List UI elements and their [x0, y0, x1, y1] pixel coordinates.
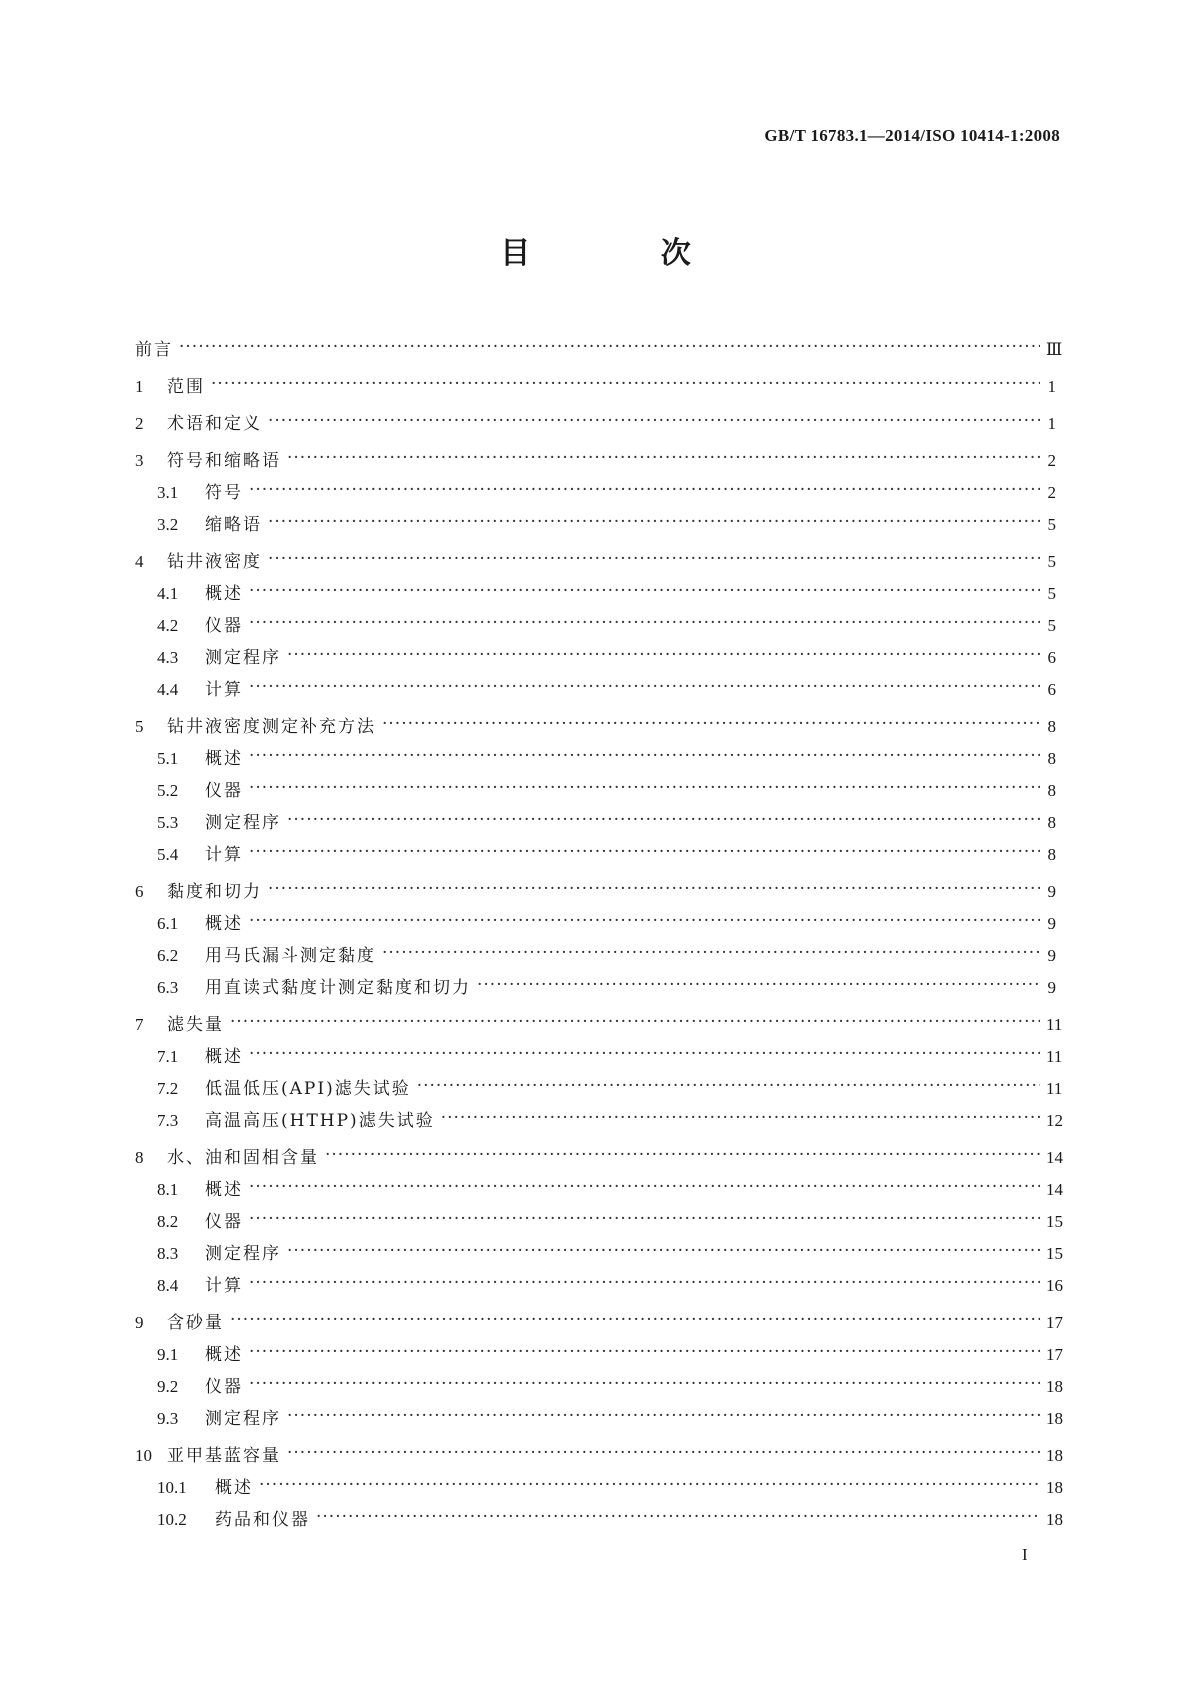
toc-entry-page: 17 — [1046, 1313, 1063, 1332]
toc-entry[interactable] — [135, 1010, 1063, 1042]
toc-entry-title: 测定程序 — [205, 1409, 281, 1429]
toc-entry-title: 概述 — [205, 1047, 243, 1067]
toc-entry-number: 7.2 — [157, 1079, 179, 1098]
toc-entry[interactable] — [135, 372, 1056, 404]
toc-entry-page: 18 — [1046, 1377, 1063, 1396]
toc-entry[interactable] — [135, 776, 1056, 808]
toc-entry-title: 用直读式黏度计测定黏度和切力 — [205, 978, 471, 998]
toc-dot-leader — [287, 1443, 1040, 1463]
toc-entry-number: 6.1 — [157, 914, 179, 933]
toc-entry-title: 术语和定义 — [167, 414, 262, 434]
toc-entry-number: 5.4 — [157, 845, 179, 864]
toc-entry-page: 8 — [1047, 813, 1056, 832]
toc-entry[interactable] — [135, 808, 1056, 840]
toc-entry-number: 6 — [135, 882, 144, 901]
toc-entry-title: 测定程序 — [205, 1244, 281, 1264]
toc-entry-page: 8 — [1047, 717, 1056, 736]
toc-entry-page: 15 — [1046, 1244, 1063, 1263]
toc-entry-title: 前言 — [135, 340, 173, 360]
toc-entry-title: 计算 — [205, 680, 243, 700]
toc-dot-leader — [249, 1209, 1040, 1229]
toc-entry-number: 3 — [135, 451, 144, 470]
toc-entry[interactable] — [135, 1441, 1063, 1473]
toc-dot-leader — [287, 810, 1040, 830]
toc-entry-page: 9 — [1047, 914, 1056, 933]
toc-entry-number: 10 — [135, 1446, 152, 1465]
toc-entry-page: 9 — [1047, 882, 1056, 901]
toc-entry-page: 18 — [1046, 1409, 1063, 1428]
toc-entry-title: 符号 — [205, 483, 243, 503]
toc-entry-number: 9.3 — [157, 1409, 179, 1428]
toc-entry-title: 用马氏漏斗测定黏度 — [205, 946, 376, 966]
toc-entry-title: 仪器 — [205, 1377, 243, 1397]
toc-entry[interactable] — [135, 1404, 1063, 1436]
toc-entry-page: 5 — [1047, 515, 1056, 534]
toc-dot-leader — [325, 1145, 1040, 1165]
toc-entry-number: 4.1 — [157, 584, 179, 603]
toc-entry-page: 2 — [1047, 483, 1056, 502]
toc-entry[interactable] — [135, 1239, 1063, 1271]
toc-entry-title: 含砂量 — [167, 1313, 224, 1333]
toc-entry-number: 10.1 — [157, 1478, 187, 1497]
toc-entry-number: 4.4 — [157, 680, 179, 699]
toc-entry-number: 9.1 — [157, 1345, 179, 1364]
toc-entry-title: 概述 — [205, 1345, 243, 1365]
toc-entry-number: 6.3 — [157, 978, 179, 997]
toc-entry-page: 8 — [1047, 749, 1056, 768]
toc-entry[interactable] — [135, 1207, 1063, 1239]
toc-entry[interactable] — [135, 675, 1056, 707]
toc-entry-number: 9 — [135, 1313, 144, 1332]
toc-dot-leader — [249, 1044, 1040, 1064]
toc-entry[interactable] — [135, 335, 1063, 367]
toc-dot-leader — [249, 581, 1040, 601]
toc-dot-leader — [382, 714, 1040, 734]
toc-entry-number: 4.2 — [157, 616, 179, 635]
toc-dot-leader — [249, 1374, 1040, 1394]
toc-entry-title: 药品和仪器 — [215, 1510, 310, 1530]
toc-entry-number: 5.2 — [157, 781, 179, 800]
toc-entry-number: 10.2 — [157, 1510, 187, 1529]
toc-entry[interactable] — [135, 973, 1056, 1005]
toc-entry-title: 概述 — [205, 1180, 243, 1200]
toc-entry-number: 8.3 — [157, 1244, 179, 1263]
toc-entry-number: 5 — [135, 717, 144, 736]
toc-dot-leader — [477, 975, 1040, 995]
toc-dot-leader — [382, 943, 1040, 963]
toc-dot-leader — [259, 1475, 1040, 1495]
toc-entry-number: 5.3 — [157, 813, 179, 832]
toc-entry[interactable] — [135, 1143, 1063, 1175]
toc-entry-number: 5.1 — [157, 749, 179, 768]
toc-entry[interactable] — [135, 744, 1056, 776]
toc-dot-leader — [249, 746, 1040, 766]
toc-entry-number: 9.2 — [157, 1377, 179, 1396]
toc-entry-page: 18 — [1046, 1478, 1063, 1497]
toc-entry-title: 概述 — [205, 749, 243, 769]
toc-entry[interactable] — [135, 510, 1056, 542]
toc-entry-page: 12 — [1046, 1111, 1063, 1130]
toc-entry-number: 8.1 — [157, 1180, 179, 1199]
toc-dot-leader — [211, 374, 1040, 394]
page-folio: I — [1022, 1545, 1028, 1564]
toc-entry-title: 概述 — [205, 914, 243, 934]
toc-entry-page: 9 — [1047, 946, 1056, 965]
toc-dot-leader — [249, 613, 1040, 633]
toc-entry-page: 6 — [1047, 680, 1056, 699]
toc-entry[interactable] — [135, 1175, 1063, 1207]
toc-entry[interactable] — [135, 1473, 1063, 1505]
toc-entry-page: 5 — [1047, 584, 1056, 603]
toc-entry[interactable] — [135, 712, 1056, 744]
toc-dot-leader — [249, 778, 1040, 798]
toc-entry-page: 11 — [1046, 1047, 1063, 1066]
toc-entry-number: 4.3 — [157, 648, 179, 667]
toc-entry[interactable] — [135, 877, 1056, 909]
table-of-contents — [135, 335, 1063, 1537]
toc-entry-page: 5 — [1047, 616, 1056, 635]
toc-entry-page: 15 — [1046, 1212, 1063, 1231]
toc-dot-leader — [249, 1273, 1040, 1293]
toc-dot-leader — [316, 1507, 1040, 1527]
toc-entry-page: 1 — [1047, 414, 1056, 433]
toc-entry-page: 18 — [1046, 1510, 1063, 1529]
toc-entry-title: 测定程序 — [205, 648, 281, 668]
toc-entry-number: 8.4 — [157, 1276, 179, 1295]
toc-dot-leader — [249, 1177, 1040, 1197]
toc-entry-title: 符号和缩略语 — [167, 451, 281, 471]
toc-entry[interactable] — [135, 1308, 1063, 1340]
toc-entry-page: 17 — [1046, 1345, 1063, 1364]
toc-entry-number: 6.2 — [157, 946, 179, 965]
toc-entry-title: 亚甲基蓝容量 — [167, 1446, 281, 1466]
toc-dot-leader — [287, 448, 1040, 468]
document-number-header: GB/T 16783.1—2014/ISO 10414-1:2008 — [764, 126, 1060, 145]
toc-entry-title: 仪器 — [205, 781, 243, 801]
toc-entry[interactable] — [135, 1372, 1063, 1404]
toc-entry-title: 缩略语 — [205, 515, 262, 535]
toc-entry-number: 7.3 — [157, 1111, 179, 1130]
toc-entry-title: 钻井液密度 — [167, 552, 262, 572]
toc-entry-page: 16 — [1046, 1276, 1063, 1295]
toc-entry[interactable] — [135, 579, 1056, 611]
toc-entry-title: 高温高压(HTHP)滤失试验 — [205, 1111, 435, 1131]
toc-entry-title: 测定程序 — [205, 813, 281, 833]
toc-entry[interactable] — [135, 409, 1056, 441]
toc-dot-leader — [249, 677, 1040, 697]
toc-entry-title: 概述 — [215, 1478, 253, 1498]
toc-entry[interactable] — [135, 1340, 1063, 1372]
toc-entry-number: 2 — [135, 414, 144, 433]
toc-entry-title: 概述 — [205, 584, 243, 604]
toc-entry-number: 7 — [135, 1015, 144, 1034]
toc-entry-number: 4 — [135, 552, 144, 571]
toc-entry[interactable] — [135, 1042, 1063, 1074]
toc-entry[interactable] — [135, 446, 1056, 478]
toc-entry-title: 仪器 — [205, 616, 243, 636]
toc-entry-number: 3.2 — [157, 515, 179, 534]
toc-entry-number: 8.2 — [157, 1212, 179, 1231]
toc-dot-leader — [287, 1406, 1040, 1426]
page-title: 目 次 — [500, 236, 751, 271]
toc-entry-page: 2 — [1047, 451, 1056, 470]
toc-entry-title: 黏度和切力 — [167, 882, 262, 902]
toc-dot-leader — [441, 1108, 1040, 1128]
toc-entry[interactable] — [135, 611, 1056, 643]
toc-entry-title: 滤失量 — [167, 1015, 224, 1035]
toc-entry-title: 计算 — [205, 845, 243, 865]
toc-entry[interactable] — [135, 478, 1056, 510]
toc-entry-page: 5 — [1047, 552, 1056, 571]
toc-dot-leader — [287, 1241, 1040, 1261]
toc-entry-title: 水、油和固相含量 — [167, 1148, 319, 1168]
toc-entry-number: 8 — [135, 1148, 144, 1167]
toc-entry[interactable] — [135, 1271, 1063, 1303]
toc-entry-page: 18 — [1046, 1446, 1063, 1465]
toc-dot-leader — [417, 1076, 1040, 1096]
toc-entry[interactable] — [135, 1106, 1063, 1138]
toc-entry-title: 钻井液密度测定补充方法 — [167, 717, 376, 737]
toc-entry-page: 11 — [1046, 1079, 1063, 1098]
toc-entry[interactable] — [135, 547, 1056, 579]
toc-entry-number: 1 — [135, 377, 144, 396]
toc-dot-leader — [249, 911, 1040, 931]
toc-dot-leader — [268, 879, 1040, 899]
toc-dot-leader — [249, 1342, 1040, 1362]
toc-entry-page: 8 — [1047, 781, 1056, 800]
toc-entry-number: 3.1 — [157, 483, 179, 502]
toc-entry-title: 范围 — [167, 377, 205, 397]
toc-entry-page: 6 — [1047, 648, 1056, 667]
toc-entry[interactable] — [135, 909, 1056, 941]
toc-dot-leader — [287, 645, 1040, 665]
toc-dot-leader — [179, 337, 1040, 357]
toc-entry-page: 14 — [1046, 1148, 1063, 1167]
toc-entry-page: 9 — [1047, 978, 1056, 997]
toc-dot-leader — [268, 411, 1040, 431]
toc-entry[interactable] — [135, 1505, 1063, 1537]
toc-entry[interactable] — [135, 643, 1056, 675]
toc-dot-leader — [230, 1310, 1040, 1330]
toc-entry-page: 8 — [1047, 845, 1056, 864]
toc-entry-page: Ⅲ — [1045, 340, 1063, 359]
toc-entry[interactable] — [135, 1074, 1063, 1106]
toc-entry[interactable] — [135, 941, 1056, 973]
toc-entry-number: 7.1 — [157, 1047, 179, 1066]
toc-entry-title: 计算 — [205, 1276, 243, 1296]
toc-dot-leader — [268, 549, 1040, 569]
toc-dot-leader — [249, 480, 1040, 500]
toc-entry-title: 低温低压(API)滤失试验 — [205, 1079, 411, 1099]
toc-dot-leader — [268, 512, 1040, 532]
toc-entry-page: 11 — [1046, 1015, 1063, 1034]
toc-entry[interactable] — [135, 840, 1056, 872]
toc-dot-leader — [230, 1012, 1040, 1032]
toc-entry-page: 14 — [1046, 1180, 1063, 1199]
toc-dot-leader — [249, 842, 1040, 862]
toc-entry-title: 仪器 — [205, 1212, 243, 1232]
toc-entry-page: 1 — [1047, 377, 1056, 396]
